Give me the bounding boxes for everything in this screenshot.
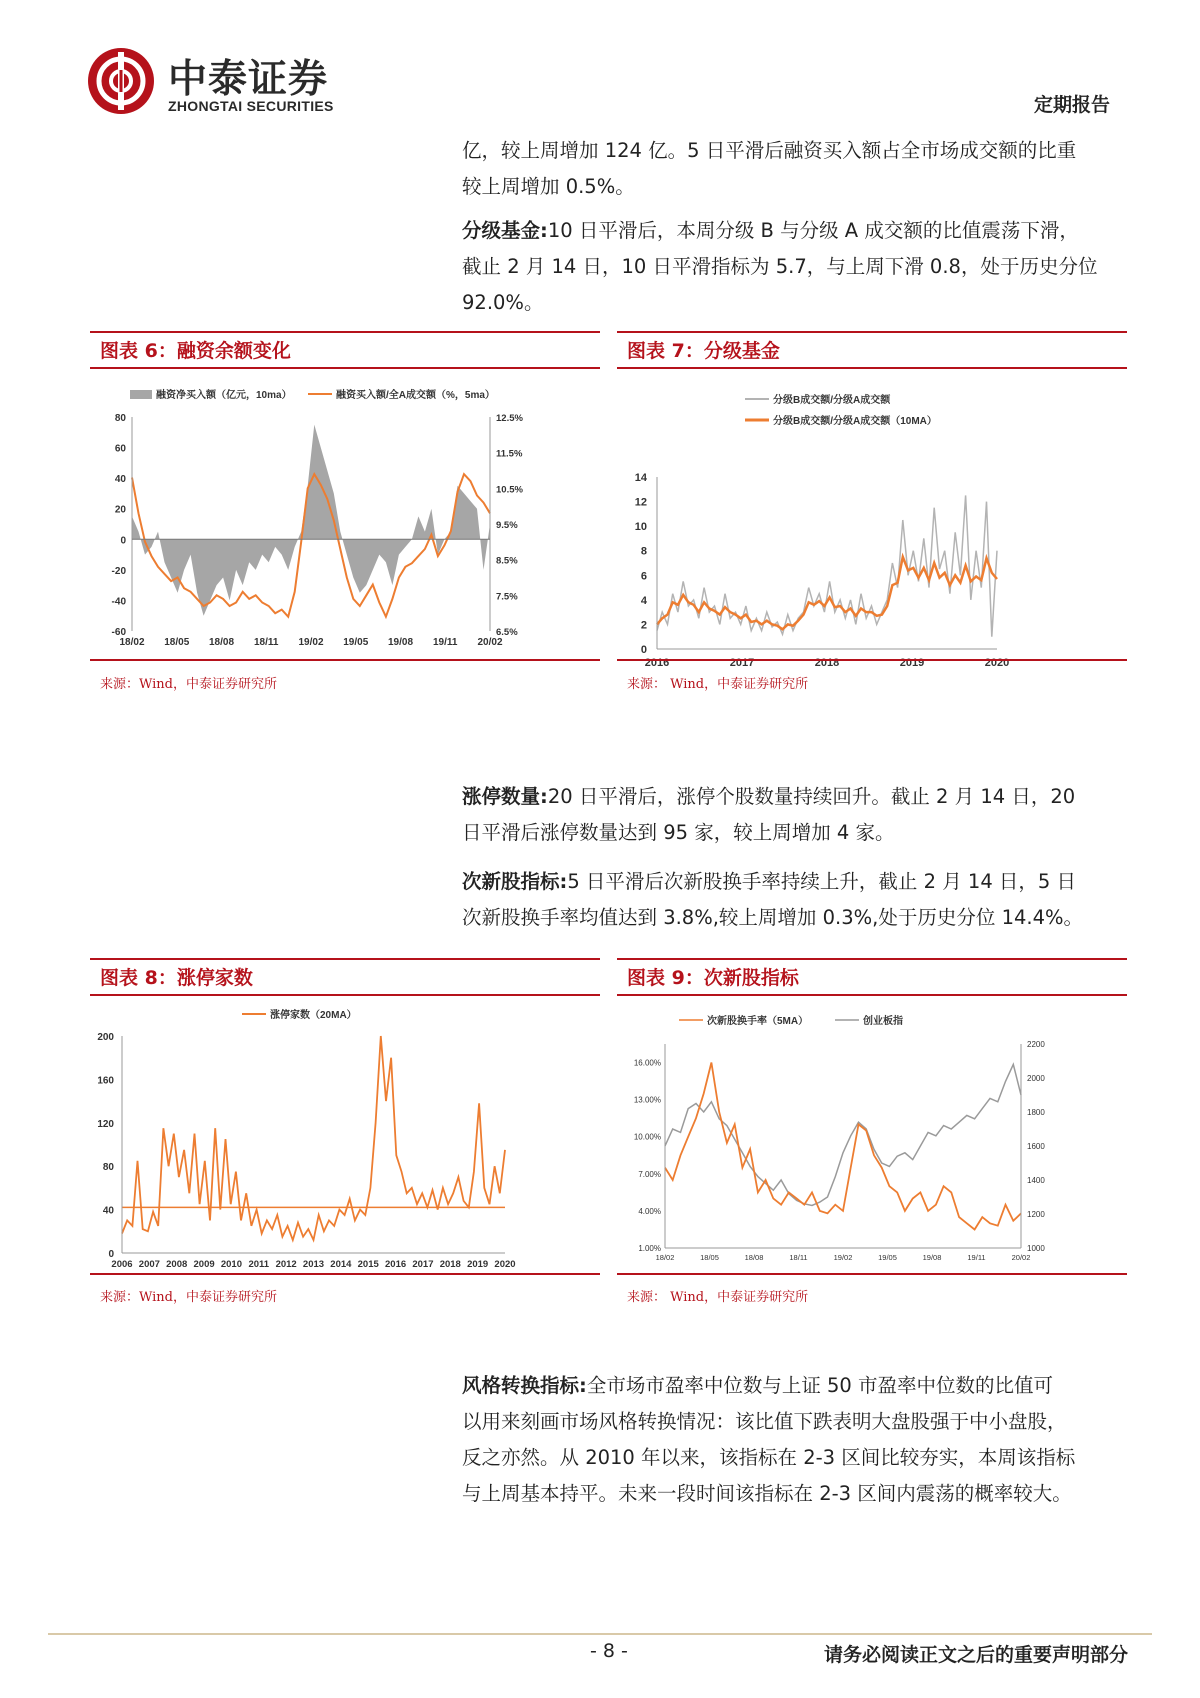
y-tick-label-right: 1000	[1027, 1244, 1045, 1253]
logo-chinese-name: 中泰证券	[168, 57, 329, 102]
x-tick-label: 19/05	[878, 1253, 897, 1262]
y-tick-label: 13.00%	[633, 1095, 661, 1105]
y-tick-label: 10	[634, 521, 647, 534]
y-tick-label-right: 11.5%	[496, 448, 523, 460]
y-tick-label: 1.00%	[638, 1244, 661, 1253]
y-tick-label-right: 9.5%	[496, 520, 518, 531]
figure-6	[90, 331, 600, 731]
y-tick-label: 120	[97, 1118, 114, 1130]
x-tick-label: 19/11	[967, 1253, 986, 1262]
y-tick-label: 160	[97, 1075, 114, 1087]
logo-emblem-icon	[86, 46, 156, 116]
text-line: 反之亦然。从 2010 年以来，该指标在 2-3 区间比较夯实，本周该指标	[462, 1446, 1076, 1469]
legend-label: 次新股换手率（5MA）	[707, 1016, 809, 1027]
text-line: 5 日平滑后次新股换手率持续上升，截止 2 月 14 日，5 日	[567, 870, 1077, 893]
x-tick-label: 2009	[193, 1259, 215, 1270]
paragraph-limit-up	[462, 779, 1132, 851]
y-tick-label: -20	[111, 565, 126, 577]
y-tick-label: 16.00%	[633, 1058, 661, 1068]
x-tick-label: 18/11	[254, 637, 279, 648]
y-tick-label: 40	[114, 474, 126, 486]
y-tick-label-right: 1200	[1027, 1210, 1045, 1219]
series-line-turnover	[665, 1063, 1021, 1230]
y-tick-label-right: 12.5%	[496, 413, 523, 424]
x-tick-label: 2014	[330, 1259, 352, 1270]
figure-source: 来源： Wind，中泰证券研究所	[627, 1290, 809, 1305]
text-line: 次新股换手率均值达到 3.8%,较上周增加 0.3%,处于历史分位 14.4%。	[462, 906, 1084, 929]
chart-new-stock-indicator	[617, 996, 1127, 1276]
paragraph-label: 风格转换指标:	[462, 1374, 587, 1397]
paragraph-label: 次新股指标:	[462, 870, 568, 893]
x-tick-label: 2012	[275, 1259, 297, 1270]
x-tick-label: 2019	[467, 1259, 489, 1270]
figure-title: 图表 6：融资余额变化	[90, 331, 600, 369]
footer-divider	[48, 1633, 1152, 1635]
y-tick-label: -60	[111, 627, 126, 638]
y-tick-label: 200	[97, 1032, 114, 1043]
text-line: 92.0%。	[462, 291, 544, 314]
y-tick-label: 80	[114, 413, 126, 424]
x-tick-label: 20/02	[1011, 1253, 1031, 1262]
y-tick-label: 10.00%	[633, 1132, 661, 1142]
x-tick-label: 18/11	[789, 1253, 808, 1262]
paragraph-financing	[462, 133, 1132, 205]
x-tick-label: 2017	[412, 1259, 434, 1270]
y-tick-label-right: 1800	[1027, 1108, 1045, 1117]
legend-label: 创业板指	[863, 1016, 903, 1027]
x-tick-label: 2011	[248, 1259, 270, 1270]
y-tick-label: 60	[114, 443, 126, 455]
figure-8	[90, 958, 600, 1348]
legend-label: 融资净买入额（亿元，10ma）	[156, 390, 292, 401]
report-type: 定期报告	[1033, 94, 1110, 116]
text-line: 与上周基本持平。未来一段时间该指标在 2-3 区间内震荡的概率较大。	[462, 1482, 1072, 1505]
series-area-net-buy	[132, 425, 490, 616]
x-tick-label: 19/11	[433, 637, 458, 648]
figure-source: 来源：Wind，中泰证券研究所	[100, 1290, 277, 1305]
paragraph-label: 分级基金:	[462, 219, 548, 242]
x-tick-label: 18/02	[119, 637, 145, 648]
figure-7	[617, 331, 1127, 731]
y-tick-label-right: 1400	[1027, 1176, 1045, 1185]
footer-disclaimer: 请务必阅读正文之后的重要声明部分	[823, 1644, 1128, 1666]
y-tick-label: 40	[102, 1205, 114, 1217]
x-tick-label: 2015	[357, 1259, 379, 1270]
text-line: 全市场市盈率中位数与上证 50 市盈率中位数的比值可	[586, 1374, 1054, 1397]
x-tick-label: 19/08	[922, 1253, 942, 1262]
figure-title: 图表 9：次新股指标	[617, 958, 1127, 996]
figure-title: 图表 8：涨停家数	[90, 958, 600, 996]
x-tick-label: 2019	[899, 657, 925, 669]
y-tick-label: 4	[640, 594, 647, 607]
x-tick-label: 19/05	[343, 637, 369, 648]
y-tick-label: 80	[102, 1162, 114, 1174]
x-tick-label: 2018	[439, 1259, 461, 1270]
y-tick-label: 0	[120, 535, 126, 547]
series-line-chinext	[665, 1064, 1021, 1205]
text-line: 截止 2 月 14 日，10 日平滑指标为 5.7，与上周下滑 0.8，处于历史分位	[462, 255, 1098, 278]
y-tick-label-right: 8.5%	[496, 555, 518, 567]
x-tick-label: 2018	[814, 657, 840, 669]
series-line-raw-ratio	[657, 495, 997, 636]
figure-source: 来源：Wind，中泰证券研究所	[100, 677, 277, 692]
text-line: 以用来刻画市场风格转换情况：该比值下跌表明大盘股强于中小盘股，	[462, 1410, 1067, 1433]
y-tick-label: 2	[640, 619, 647, 632]
text-line: 亿，较上周增加 124 亿。5 日平滑后融资买入额占全市场成交额的比重	[462, 139, 1077, 162]
x-tick-label: 19/02	[833, 1253, 853, 1262]
x-tick-label: 2016	[644, 657, 670, 669]
text-line: 10 日平滑后，本周分级 B 与分级 A 成交额的比值震荡下滑，	[547, 219, 1079, 242]
y-tick-label-right: 10.5%	[496, 484, 523, 496]
x-tick-label: 2020	[984, 657, 1010, 669]
x-tick-label: 2017	[729, 657, 755, 669]
logo-english-name: ZHONGTAI SECURITIES	[168, 98, 334, 114]
y-tick-label-right: 1600	[1027, 1142, 1045, 1151]
x-tick-label: 19/02	[298, 637, 324, 648]
figure-divider	[90, 1273, 600, 1275]
legend-swatch	[130, 390, 152, 399]
figure-divider	[617, 659, 1127, 661]
figure-divider	[617, 1273, 1127, 1275]
chart-financing-balance	[90, 369, 600, 659]
text-line: 日平滑后涨停数量达到 95 家，较上周增加 4 家。	[462, 821, 895, 844]
y-tick-label: 6	[640, 570, 647, 583]
x-tick-label: 2020	[494, 1259, 516, 1270]
legend-label: 分级B成交额/分级A成交额	[773, 395, 891, 406]
x-tick-label: 18/08	[208, 637, 235, 648]
legend-label: 涨停家数（20MA）	[270, 1010, 357, 1021]
paragraph-label: 涨停数量:	[462, 785, 548, 808]
y-tick-label-right: 7.5%	[496, 591, 518, 603]
page-number: - 8 -	[590, 1640, 628, 1662]
figure-title: 图表 7：分级基金	[617, 331, 1127, 369]
paragraph-style-rotation	[462, 1368, 1132, 1512]
y-tick-label-right: 2200	[1027, 1040, 1045, 1049]
legend-label: 融资买入额/全A成交额（%，5ma）	[336, 390, 495, 401]
x-tick-label: 20/02	[477, 637, 503, 648]
company-logo	[86, 46, 426, 126]
y-tick-label: 0	[640, 644, 647, 656]
x-tick-label: 18/08	[744, 1253, 764, 1262]
y-tick-label: 7.00%	[638, 1169, 661, 1179]
chart-graded-fund	[617, 369, 1127, 669]
y-tick-label: 20	[114, 504, 126, 516]
x-tick-label: 2016	[385, 1259, 407, 1270]
chart-limit-up-count	[90, 996, 600, 1276]
paragraph-graded-fund	[462, 213, 1132, 321]
x-tick-label: 2006	[111, 1259, 133, 1270]
y-tick-label-right: 6.5%	[496, 627, 518, 638]
figure-divider	[90, 659, 600, 661]
paragraph-new-stock	[462, 864, 1132, 936]
x-tick-label: 19/08	[387, 637, 414, 648]
y-tick-label: 12	[634, 496, 647, 509]
series-line-limit-up	[122, 1036, 505, 1240]
legend-label: 分级B成交额/分级A成交额（10MA）	[773, 416, 937, 427]
y-tick-label-right: 2000	[1027, 1074, 1045, 1083]
y-tick-label: 4.00%	[638, 1206, 661, 1216]
y-tick-label: -40	[111, 596, 126, 608]
x-tick-label: 2010	[220, 1259, 242, 1270]
figure-source: 来源： Wind，中泰证券研究所	[627, 677, 809, 692]
figure-9	[617, 958, 1127, 1348]
x-tick-label: 2008	[166, 1259, 188, 1270]
x-tick-label: 18/02	[655, 1253, 675, 1262]
x-tick-label: 2007	[138, 1259, 160, 1270]
x-tick-label: 18/05	[164, 637, 190, 648]
text-line: 20 日平滑后，涨停个股数量持续回升。截止 2 月 14 日，20	[547, 785, 1076, 808]
y-tick-label: 8	[640, 545, 647, 558]
y-tick-label: 0	[108, 1249, 114, 1260]
x-tick-label: 2013	[302, 1259, 325, 1270]
text-line: 较上周增加 0.5%。	[462, 175, 635, 198]
y-tick-label: 14	[634, 472, 647, 484]
x-tick-label: 18/05	[700, 1253, 719, 1262]
